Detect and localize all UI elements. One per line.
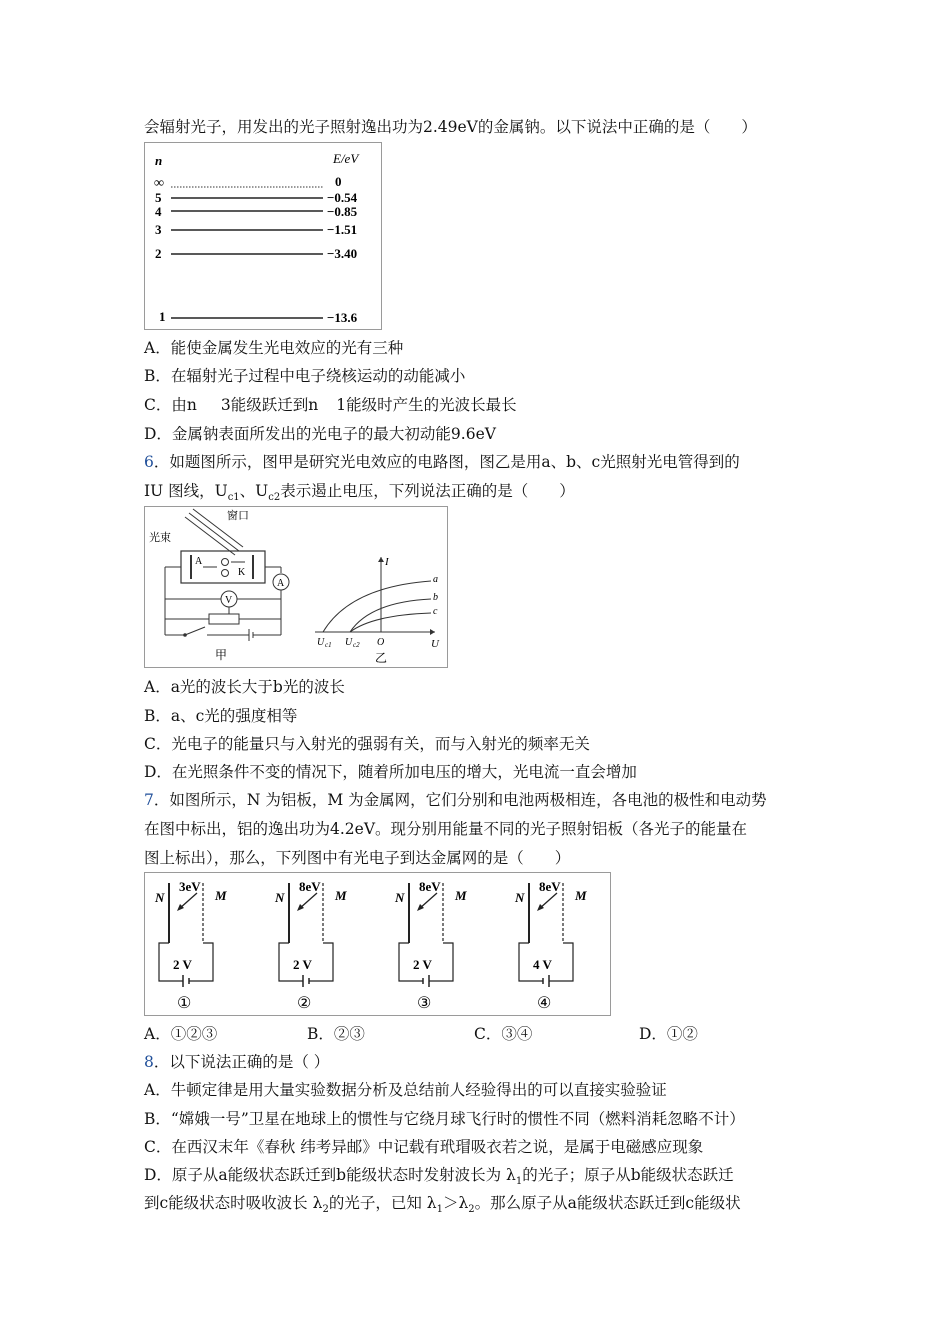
panel-1-label: ① bbox=[177, 995, 192, 1012]
q8-stem-text: ．以下说法正确的是（ ） bbox=[153, 1053, 330, 1071]
q5-option-d: D．金属钠表面所发出的光电子的最大初动能9.6eV bbox=[144, 425, 496, 443]
panel-1-energy: 3eV bbox=[179, 879, 201, 894]
panel-4-energy: 8eV bbox=[539, 879, 561, 894]
q6-stem2c: 、U bbox=[239, 482, 269, 500]
q8-option-a: A．牛顿定律是用大量实验数据分析及总结前人经验得出的可以直接实验验证 bbox=[144, 1081, 667, 1099]
q6-number: 6 bbox=[144, 453, 154, 471]
q8-d2a: 到c能级状态时吸收波长 λ bbox=[144, 1194, 323, 1212]
panel-2-energy: 8eV bbox=[299, 879, 321, 894]
q8-d1b: 的光子；原子从b能级状态跃迁 bbox=[522, 1166, 734, 1184]
level-e-3: −1.51 bbox=[327, 222, 358, 237]
panel-3-m: M bbox=[455, 888, 467, 903]
q5-option-a: A．能使金属发生光电效应的光有三种 bbox=[144, 339, 404, 357]
panel-2 bbox=[274, 879, 347, 1012]
u-axis-label: U bbox=[431, 638, 439, 650]
q7-option-a: A．①②③ bbox=[144, 1025, 218, 1043]
q8-option-c: C．在西汉末年《春秋 纬考异邮》中记载有玳瑁吸衣若之说，是属于电磁感应现象 bbox=[144, 1138, 704, 1156]
level-e-inf: 0 bbox=[335, 174, 342, 189]
panel-3-label: ③ bbox=[417, 995, 432, 1012]
q6-option-a: A．a光的波长大于b光的波长 bbox=[144, 678, 345, 696]
q6-stem2a: I bbox=[144, 482, 151, 500]
panel-4-voltage: 4 V bbox=[533, 957, 552, 972]
q7-option-d: D．①② bbox=[639, 1025, 698, 1043]
q6-option-d: D．在光照条件不变的情况下，随着所加电压的增大，光电流一直会增加 bbox=[144, 763, 637, 781]
level-e-1: −13.6 bbox=[327, 310, 358, 325]
curve-a bbox=[323, 581, 431, 632]
curve-b-label: b bbox=[433, 592, 438, 603]
panel-4-n: N bbox=[515, 890, 525, 905]
q8-d2-sub2: 1 bbox=[436, 1204, 443, 1215]
i-axis-label: I bbox=[385, 556, 389, 568]
curve-b bbox=[350, 599, 431, 632]
panel-3 bbox=[394, 879, 467, 1012]
q8-d1-sub: 1 bbox=[515, 1176, 523, 1187]
q8-stem bbox=[144, 1052, 329, 1072]
q8-d1: D．原子从a能级状态跃迁到b能级状态时发射波长为 λ bbox=[144, 1166, 516, 1184]
figure-yi-label: 乙 bbox=[375, 651, 388, 665]
q6-stem-line2 bbox=[144, 481, 575, 508]
panel-1 bbox=[154, 879, 227, 1012]
window-label: 窗口 bbox=[227, 510, 249, 522]
q6-option-b: B．a、c光的强度相等 bbox=[144, 707, 298, 725]
curve-a-label: a bbox=[433, 574, 438, 585]
panel-4 bbox=[514, 879, 587, 1012]
level-n-inf: ∞ bbox=[154, 176, 164, 191]
panel-1-m: M bbox=[215, 888, 227, 903]
cathode-label: K bbox=[238, 567, 246, 578]
q5-stem: 会辐射光子，用发出的光子照射逸出功为2.49eV的金属钠。以下说法中正确的是（ ） bbox=[144, 118, 757, 136]
q8-d2c: ＞λ bbox=[442, 1194, 469, 1212]
panel-1-voltage: 2 V bbox=[173, 957, 192, 972]
energy-level-diagram bbox=[144, 142, 382, 330]
q7-stem-line3: 图上标出），那么，下列图中有光电子到达金属网的是（ ） bbox=[144, 849, 571, 867]
electrode-panels-figure bbox=[144, 872, 611, 1016]
q8-option-d-line2 bbox=[144, 1193, 741, 1220]
level-e-4: −0.85 bbox=[327, 204, 358, 219]
photoelectric-circuit-figure bbox=[144, 506, 448, 668]
q6-stem-line1 bbox=[144, 452, 740, 472]
panel-4-label: ④ bbox=[537, 995, 552, 1012]
q8-number: 8 bbox=[144, 1053, 154, 1071]
panel-3-energy: 8eV bbox=[419, 879, 441, 894]
q8-d2-sub3: 2 bbox=[468, 1204, 475, 1215]
q7-option-c: C．③④ bbox=[474, 1025, 533, 1043]
level-n-1: 1 bbox=[159, 309, 166, 324]
origin-label: O bbox=[377, 637, 385, 648]
q6-stem2d: 表示遏止电压，下列说法正确的是（ ） bbox=[280, 482, 575, 500]
panel-1-n: N bbox=[155, 890, 165, 905]
beam-label: 光束 bbox=[149, 532, 171, 544]
energy-axis-label: E/eV bbox=[333, 151, 359, 166]
level-e-5: −0.54 bbox=[327, 190, 358, 205]
q7-stem1: ．如图所示，N 为铝板，M 为金属网，它们分别和电池两极相连，各电池的极性和电动势 bbox=[153, 791, 767, 809]
curve-c-label: c bbox=[433, 606, 438, 617]
uc1-label: U bbox=[317, 637, 325, 648]
q7-stem-line1 bbox=[144, 790, 767, 810]
panel-4-m: M bbox=[575, 888, 587, 903]
q5-option-c-part3: 1能级时产生的光波长最长 bbox=[336, 396, 517, 414]
q8-option-b: B．“嫦娥一号”卫星在地球上的惯性与它绕月球飞行时的惯性不同（燃料消耗忽略不计） bbox=[144, 1110, 745, 1128]
n-axis-label: n bbox=[155, 153, 163, 168]
uc2-sub: c2 bbox=[353, 641, 360, 649]
q6-stem1: ．如题图所示，图甲是研究光电效应的电路图，图乙是用a、b、c光照射光电管得到的 bbox=[153, 453, 740, 471]
q5-option-c-part1: C．由n bbox=[144, 396, 197, 414]
q8-d2-sub: 2 bbox=[322, 1204, 329, 1215]
figure-jia-label: 甲 bbox=[215, 648, 228, 662]
photoelectric-svg bbox=[145, 507, 447, 667]
q6-sub2: c2 bbox=[268, 492, 281, 503]
level-n-3: 3 bbox=[155, 222, 162, 237]
level-n-5: 5 bbox=[155, 190, 162, 205]
q6-option-c: C．光电子的能量只与入射光的强弱有关，而与入射光的频率无关 bbox=[144, 735, 590, 753]
level-n-2: 2 bbox=[155, 246, 162, 261]
q7-option-b: B．②③ bbox=[307, 1025, 365, 1043]
q6-sub1: c1 bbox=[227, 492, 240, 503]
q5-option-b: B．在辐射光子过程中电子绕核运动的动能减小 bbox=[144, 367, 466, 385]
q6-stem2b: U 图线，U bbox=[150, 482, 228, 500]
electrode-panels-svg bbox=[145, 873, 610, 1015]
panel-3-voltage: 2 V bbox=[413, 957, 432, 972]
panel-2-n: N bbox=[275, 890, 285, 905]
uc1-sub: c1 bbox=[325, 641, 332, 649]
q8-d2d: 。那么原子从a能级状态跃迁到c能级状 bbox=[474, 1194, 741, 1212]
ammeter-label: A bbox=[277, 578, 285, 589]
panel-2-label: ② bbox=[297, 995, 312, 1012]
q7-stem-line2: 在图中标出，铝的逸出功为4.2eV。现分别用能量不同的光子照射铝板（各光子的能量在 bbox=[144, 820, 748, 838]
q7-number: 7 bbox=[144, 791, 154, 809]
anode-label: A bbox=[195, 556, 203, 567]
q8-option-d-line1 bbox=[144, 1165, 734, 1192]
q7-options-row bbox=[144, 1024, 794, 1044]
panel-3-n: N bbox=[395, 890, 405, 905]
level-e-2: −3.40 bbox=[327, 246, 358, 261]
uc2-label: U bbox=[345, 637, 353, 648]
curve-c bbox=[350, 613, 431, 632]
q8-d2b: 的光子，已知 λ bbox=[328, 1194, 437, 1212]
voltmeter-label: V bbox=[225, 595, 233, 606]
panel-2-m: M bbox=[335, 888, 347, 903]
q5-option-c bbox=[144, 395, 517, 415]
q5-option-c-part2: 3能级跃迁到n bbox=[220, 396, 319, 414]
level-n-4: 4 bbox=[155, 204, 162, 219]
panel-2-voltage: 2 V bbox=[293, 957, 312, 972]
energy-level-svg bbox=[145, 143, 381, 329]
